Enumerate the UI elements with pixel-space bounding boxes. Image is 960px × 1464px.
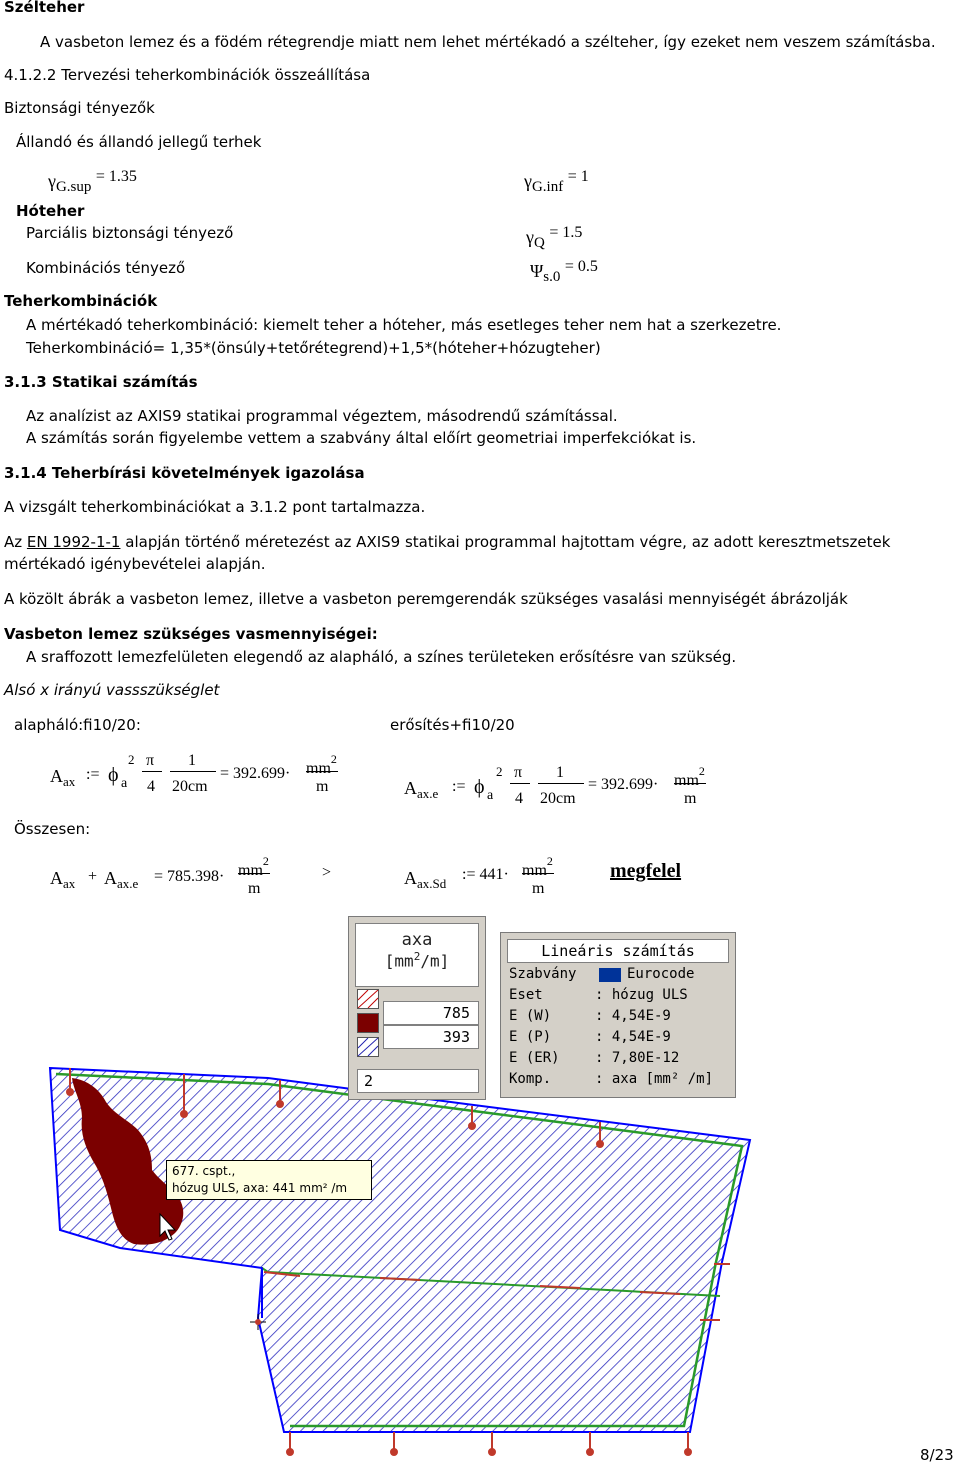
capacity-heading: 3.1.4 Teherbírási követelmények igazolása	[4, 464, 365, 482]
slab-area	[50, 1068, 750, 1432]
swatch-dark-red[interactable]	[357, 1013, 379, 1033]
row-case: Eset : hózug ULS	[507, 987, 719, 1005]
wind-heading: Szélteher	[4, 0, 85, 16]
legend-title-box	[355, 923, 479, 987]
gamma-q: $\gamma_Q = 1.5$	[526, 224, 583, 251]
page-number: 8/23	[920, 1446, 954, 1464]
legend-panel	[348, 916, 486, 1100]
safety-factors-label: Biztonsági tényezők	[4, 99, 155, 117]
figures-text: A közölt ábrák a vasbeton lemez, illetve a vasbeton peremgerendák szükséges vasalási mennyiségét ábrázolják	[4, 590, 848, 608]
combinations-heading: Teherkombinációk	[4, 292, 158, 310]
row-ep: E (P) : 4,54E-9	[507, 1029, 719, 1047]
capacity-line1: A vizsgált teherkombinációkat a 3.1.2 pont tartalmazza.	[4, 498, 426, 516]
linear-panel-title: Lineáris számítás	[507, 939, 729, 963]
legend-title: axa	[401, 930, 433, 950]
combination-factor-label: Kombinációs tényező	[26, 259, 186, 277]
legend-unit: $[mm^2/m]$	[384, 950, 450, 971]
en-standard-link: EN 1992-1-1	[26, 533, 121, 551]
permanent-loads-label: Állandó és állandó jellegű terhek	[16, 133, 262, 151]
linear-calc-panel	[500, 932, 736, 1098]
reinforcement-label: erősítés+fi10/20	[390, 716, 515, 734]
gamma-gsup: $\gamma_{G.sup} = 1.35$	[48, 168, 137, 195]
snow-heading: Hóteher	[16, 202, 85, 220]
row-eer: E (ER) : 7,80E-12	[507, 1050, 719, 1068]
rebar-text: A sraffozott lemezfelületen elegendő az alapháló, a színes területeken erősítésre van szükség.	[26, 648, 737, 666]
eu-flag-icon	[599, 968, 621, 982]
legend-value-2: 393	[383, 1025, 479, 1049]
total-label: Összesen:	[14, 820, 91, 838]
partial-factor-label: Parciális biztonsági tényező	[26, 224, 234, 242]
wind-text: A vasbeton lemez és a födém rétegrendje miatt nem lehet mértékadó a szélteher, így ezeket nem veszem számításba.	[40, 33, 936, 51]
legend-step-input[interactable]: 2	[357, 1069, 479, 1093]
gamma-ginf: $\gamma_{G.inf} = 1$	[524, 168, 589, 195]
base-mesh-label: alapháló:fi10/20:	[14, 716, 141, 734]
swatch-red-hatch[interactable]	[357, 989, 379, 1009]
row-ew: E (W) : 4,54E-9	[507, 1008, 719, 1026]
rebar-heading: Vasbeton lemez szükséges vasmennyiségei:	[4, 625, 378, 643]
combinations-line2: Teherkombináció= 1,35*(önsúly+tetőrétegrend)+1,5*(hóteher+hózugteher)	[26, 339, 601, 357]
capacity-paragraph: Az EN 1992-1-1 alapján történő méretezést az AXIS9 statikai programmal hajtottam végre, az adott keresztmetszetek	[4, 533, 891, 551]
psi-s0: $\Psi_{s.0} = 0.5$	[530, 258, 598, 285]
rebar-subheading: Alsó x irányú vassszükséglet	[4, 681, 220, 699]
legend-value-1: 785	[383, 1001, 479, 1025]
combinations-line1: A mértékadó teherkombináció: kiemelt teher a hóteher, más esetleges teher nem hat a szerkezetre.	[26, 316, 782, 334]
ok-result: megfelel	[610, 860, 682, 882]
static-line1: Az analízist az AXIS9 statikai programmal végeztem, másodrendű számítással.	[26, 407, 618, 425]
static-line2: A számítás során figyelembe vettem a szabvány által előírt geometriai imperfekciókat is.	[26, 429, 697, 447]
swatch-blue-hatch[interactable]	[357, 1037, 379, 1057]
capacity-paragraph-cont: mértékadó igénybevételei alapján.	[4, 555, 266, 573]
row-component: Komp. : axa [mm² /m]	[507, 1071, 719, 1089]
section-412-heading: 4.1.2.2 Tervezési teherkombinációk összeállítása	[4, 66, 371, 84]
static-heading: 3.1.3 Statikai számítás	[4, 373, 198, 391]
tooltip: 677. cspt., hózug ULS, axa: 441 mm² /m	[166, 1160, 372, 1200]
row-standard: Szabvány Eurocode	[507, 966, 719, 984]
